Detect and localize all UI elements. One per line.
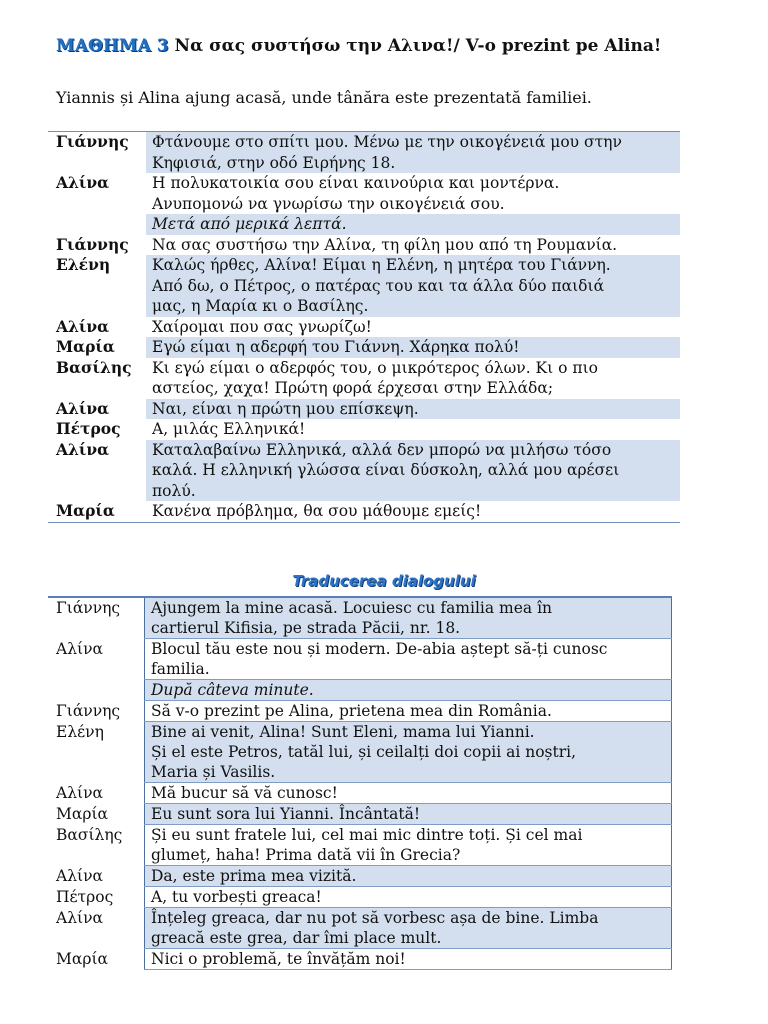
dialogue-row (48, 235, 680, 256)
speaker-name: Αλίνα (56, 316, 110, 336)
dialogue-row (48, 440, 680, 502)
speaker-name: Γιάννης (56, 701, 121, 720)
dialogue-text (145, 949, 672, 970)
translation-row (48, 639, 672, 680)
speaker-name: Γιάννης (56, 234, 129, 254)
translation-row (48, 680, 672, 701)
dialogue-line: Κι εγώ είμαι ο αδερφός του, ο μικρότερος όλων. Κι ο πιο (152, 358, 598, 377)
speaker-name: Γιάννης (56, 599, 121, 617)
dialogue-row (48, 358, 680, 399)
dialogue-text (145, 908, 672, 949)
speaker-name: Ελένη (56, 255, 111, 274)
dialogue-line: Ναι, είναι η πρώτη μου επίσκεψη. (152, 399, 419, 418)
dialogue-text (146, 399, 680, 420)
dialogue-text (145, 597, 672, 639)
translation-row (48, 804, 672, 825)
dialogue-text (146, 440, 680, 502)
dialogue-line: Καλώς ήρθες, Αλίνα! Είμαι η Ελένη, η μητέρα του Γιάννη. (152, 256, 611, 274)
dialogue-row (48, 214, 680, 235)
dialogue-text (145, 804, 672, 825)
speaker-name: Αλίνα (56, 639, 103, 658)
dialogue-text (146, 255, 680, 317)
dialogue-text (145, 680, 672, 701)
speaker-name: Αλίνα (56, 439, 110, 459)
dialogue-text (145, 887, 672, 908)
dialogue-text (145, 825, 672, 866)
dialogue-line: Να σας συστήσω την Αλίνα, τη φίλη μου από τη Ρουμανία. (152, 235, 618, 254)
dialogue-text (145, 866, 672, 887)
dialogue-row (48, 399, 680, 420)
speaker-name: Μαρία (56, 804, 108, 823)
translation-row (48, 866, 672, 887)
dialogue-line: Să v-o prezint pe Alina, prietena mea din România. (151, 702, 552, 720)
translation-title: Traducerea dialogului (292, 572, 476, 590)
dialogue-line: Și el este Petros, tatăl lui, și ceilalți doi copii ai noștri, (151, 743, 577, 761)
dialogue-line: Φτάνουμε στο σπίτι μου. Μένω με την οικογένειά μου στην (152, 133, 622, 151)
dialogue-text (145, 783, 672, 804)
dialogue-text (146, 214, 680, 235)
speaker-name: Μαρία (56, 337, 115, 356)
dialogue-text (146, 358, 680, 399)
dialogue-line: πολύ. (152, 481, 196, 500)
dialogue-text (146, 337, 680, 358)
speaker-name: Αλίνα (56, 866, 103, 885)
speaker-name: Πέτρος (56, 887, 114, 906)
translation-row (48, 783, 672, 804)
speaker-name (48, 680, 145, 701)
dialogue-line: Κηφισιά, στην οδό Ειρήνης 18. (152, 153, 396, 172)
dialogue-line: Înțeleg greaca, dar nu pot să vorbesc așa de bine. Limba (151, 909, 599, 927)
dialogue-text (146, 501, 680, 522)
speaker-name (48, 214, 146, 235)
dialogue-line: Blocul tău este nou și modern. De-abia aștept să-ți cunosc (151, 640, 608, 658)
dialogue-line: Da, este prima mea vizită. (151, 867, 357, 885)
dialogue-line: Bine ai venit, Alina! Sunt Eleni, mama lui Yianni. (151, 723, 535, 741)
dialogue-line: A, tu vorbești greaca! (151, 888, 322, 906)
dialogue-line: Ανυπομονώ να γνωρίσω την οικογένειά σου. (152, 194, 505, 213)
dialogue-line: Μετά από μερικά λεπτά. (152, 215, 347, 233)
dialogue-text (146, 235, 680, 256)
dialogue-line: Χαίρομαι που σας γνωρίζω! (152, 317, 372, 336)
translation-row (48, 597, 672, 639)
speaker-name: Μαρία (56, 949, 108, 968)
dialogue-text (146, 317, 680, 338)
dialogue-row (48, 337, 680, 358)
dialogue-row (48, 132, 680, 174)
dialogue-line: Εγώ είμαι η αδερφή του Γιάννη. Χάρηκα πολύ! (152, 338, 520, 356)
speaker-name: Αλίνα (56, 398, 110, 418)
dialogue-line: Η πολυκατοικία σου είναι καινούρια και μοντέρνα. (152, 174, 560, 192)
dialogue-line: μας, η Μαρία κι ο Βασίλης. (152, 297, 369, 315)
translation-row (48, 825, 672, 866)
dialogue-text (146, 173, 680, 214)
dialogue-row (48, 317, 680, 338)
lesson-number: ΜΑΘΗΜΑ 3 (56, 36, 169, 56)
dialogue-line: Eu sunt sora lui Yianni. Încântată! (151, 805, 421, 823)
speaker-name: Μαρία (56, 501, 115, 520)
speaker-name: Βασίλης (56, 825, 123, 844)
lesson-title-text: Να σας συστήσω την Αλινα!/ V-o prezint pe Alina! (168, 36, 662, 56)
dialogue-line: καλά. Η ελληνική γλώσσα είναι δύσκολη, αλλά μου αρέσει (152, 461, 620, 479)
intro-text: Yiannis și Alina ajung acasă, unde tânăra este prezentată familiei. (56, 88, 592, 107)
translation-row (48, 949, 672, 970)
dialogue-line: αστείος, χαχα! Πρώτη φορά έρχεσαι στην Ελλάδα; (152, 379, 554, 397)
dialogue-line: glumeț, haha! Prima dată vii în Grecia? (151, 846, 461, 864)
translation-row (48, 701, 672, 722)
speaker-name: Βασίλης (56, 357, 132, 377)
dialogue-text (146, 132, 680, 174)
speaker-name: Αλίνα (56, 173, 110, 192)
speaker-name: Πέτρος (56, 419, 121, 438)
dialogue-line: Από δω, ο Πέτρος, ο πατέρας του και τα άλλα δύο παιδιά (152, 276, 605, 295)
dialogue-row (48, 255, 680, 317)
dialogue-text (145, 639, 672, 680)
dialogue-row (48, 419, 680, 440)
speaker-name: Αλίνα (56, 908, 103, 927)
dialogue-line: greacă este grea, dar îmi place mult. (151, 929, 442, 947)
speaker-name: Ελένη (56, 722, 104, 741)
greek-dialogue-table (48, 131, 680, 523)
speaker-name: Γιάννης (56, 132, 129, 151)
translation-row (48, 722, 672, 783)
dialogue-line: Și eu sunt fratele lui, cel mai mic dintre toți. Și cel mai (151, 826, 583, 844)
dialogue-row (48, 501, 680, 522)
dialogue-line: Καταλαβαίνω Ελληνικά, αλλά δεν μπορώ να μιλήσω τόσο (152, 440, 612, 459)
dialogue-row (48, 173, 680, 214)
lesson-title (56, 36, 661, 56)
translation-row (48, 908, 672, 949)
dialogue-line: cartierul Kifisia, pe strada Păcii, nr. 18. (151, 619, 461, 637)
dialogue-text (145, 722, 672, 783)
dialogue-line: Mă bucur să vă cunosc! (151, 784, 338, 802)
dialogue-line: După câteva minute. (151, 681, 314, 699)
dialogue-text (145, 701, 672, 722)
translation-row (48, 887, 672, 908)
dialogue-line: Ajungem la mine acasă. Locuiesc cu familia mea în (151, 599, 553, 617)
translation-table (48, 596, 672, 970)
dialogue-line: Maria și Vasilis. (151, 763, 276, 781)
dialogue-line: Κανένα πρόβλημα, θα σου μάθουμε εμείς! (152, 502, 482, 520)
speaker-name: Αλίνα (56, 783, 103, 802)
dialogue-line: Nici o problemă, te învățăm noi! (151, 950, 406, 968)
dialogue-line: Α, μιλάς Ελληνικά! (152, 420, 306, 438)
dialogue-text (146, 419, 680, 440)
dialogue-line: familia. (151, 660, 210, 678)
